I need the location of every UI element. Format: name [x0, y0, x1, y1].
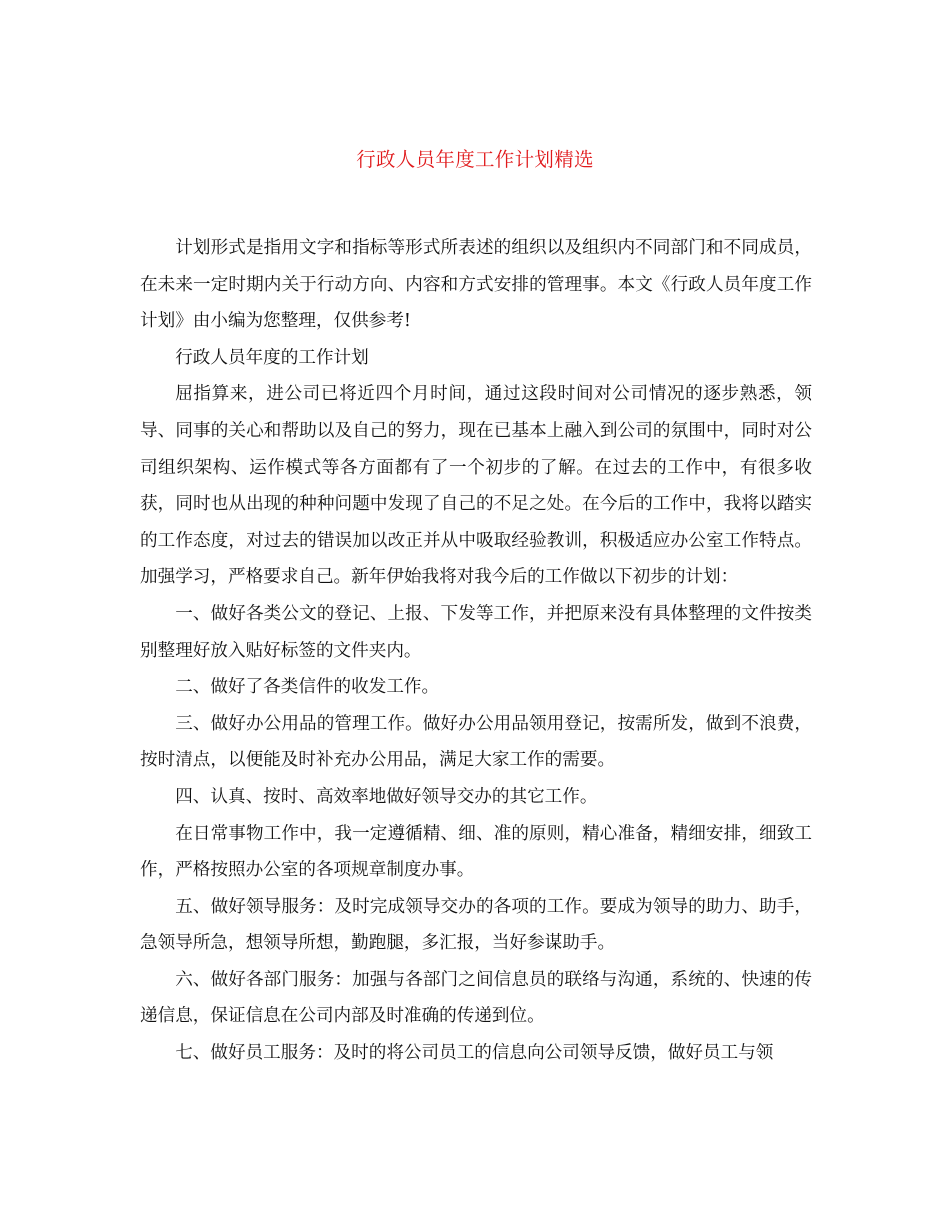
paragraph-item-7: 七、做好员工服务：及时的将公司员工的信息向公司领导反馈，做好员工与领 [175, 1043, 774, 1064]
paragraph-overview: 屈指算来，进公司已将近四个月时间，通过这段时间对公司情况的逐步熟悉，领导、同事的关心和帮助以及自己的努力，现在已基本上融入到公司的氛围中，同时对公司组织架构、运作模式等各方面都有了一个初步的了解。在过去的工作中，有很多收获，同时也从出现的种种问题中发现了自己的不足之处。在今后的工作中，我将以踏实的工作态度，对过去的错误加以改正并从中吸取经验教训，积极适应办公室工作特点。加强学习，严格要求自己。新年伊始我将对我今后的工作做以下初步的计划： [140, 384, 812, 588]
paragraph-daily-work: 在日常事物工作中，我一定遵循精、细、准的原则，精心准备，精细安排，细致工作，严格按照办公室的各项规章制度办事。 [140, 823, 812, 881]
paragraph-item-1: 一、做好各类公文的登记、上报、下发等工作，并把原来没有具体整理的文件按类别整理好放入贴好标签的文件夹内。 [140, 603, 812, 661]
document-title: 行政人员年度工作计划精选 [356, 148, 594, 171]
paragraph-item-5: 五、做好领导服务：及时完成领导交办的各项的工作。要成为领导的助力、助手，急领导所急，想领导所想，勤跑腿，多汇报，当好参谋助手。 [140, 896, 812, 954]
document-body [140, 230, 812, 1072]
paragraph-intro: 计划形式是指用文字和指标等形式所表述的组织以及组织内不同部门和不同成员，在未来一定时期内关于行动方向、内容和方式安排的管理事。本文《行政人员年度工作计划》由小编为您整理，仅供参考! [140, 238, 812, 332]
paragraph-item-3: 三、做好办公用品的管理工作。做好办公用品领用登记，按需所发，做到不浪费，按时清点，以便能及时补充办公用品，满足大家工作的需要。 [140, 713, 812, 771]
paragraph-subheading: 行政人员年度的工作计划 [175, 347, 369, 368]
paragraph-item-6: 六、做好各部门服务：加强与各部门之间信息员的联络与沟通，系统的、快速的传递信息，保证信息在公司内部及时准确的传递到位。 [140, 969, 812, 1027]
paragraph-item-4: 四、认真、按时、高效率地做好领导交办的其它工作。 [175, 786, 598, 807]
paragraph-item-2: 二、做好了各类信件的收发工作。 [175, 677, 440, 698]
